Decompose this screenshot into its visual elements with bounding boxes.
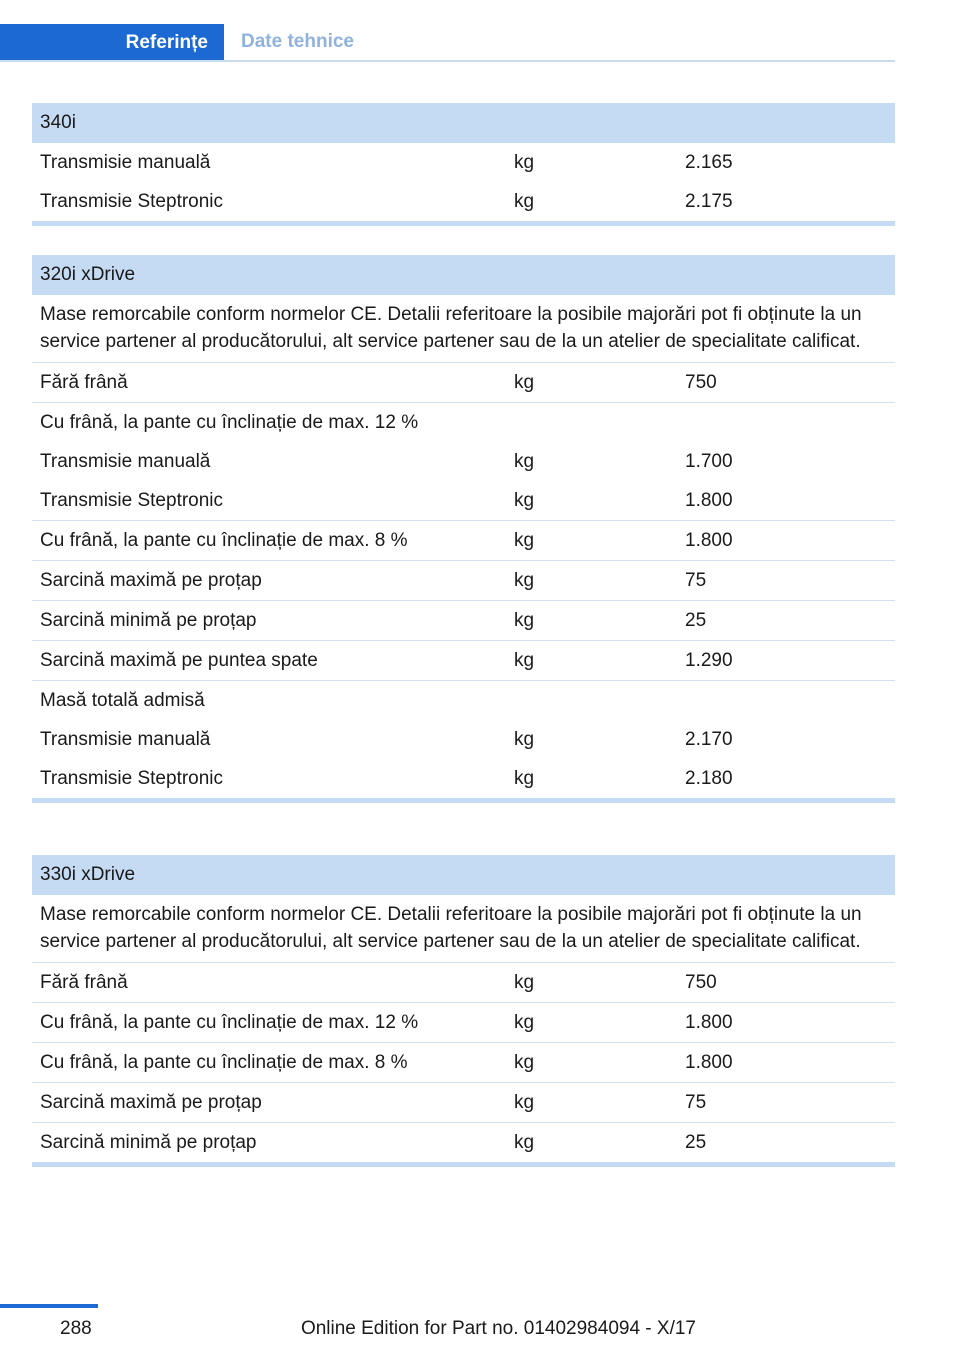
row-value: 750 [685, 971, 717, 993]
table-row [32, 560, 895, 600]
table-row [32, 759, 895, 798]
row-unit: kg [514, 450, 535, 472]
table-row [32, 402, 895, 442]
row-unit: kg [514, 371, 535, 393]
table-row [32, 1002, 895, 1042]
row-label: Transmisie manuală [40, 151, 211, 173]
table-row [32, 520, 895, 560]
row-value: 2.165 [685, 151, 733, 173]
table-row [32, 640, 895, 680]
row-label: Sarcină maximă pe proțap [40, 1091, 262, 1113]
table-row [32, 1042, 895, 1082]
row-value: 1.800 [685, 489, 733, 511]
table-330i-xdrive [32, 855, 895, 1167]
row-value: 25 [685, 1131, 707, 1153]
row-value: 1.290 [685, 649, 733, 671]
table-340i [32, 103, 895, 226]
table-row [32, 442, 895, 481]
row-label: Transmisie manuală [40, 450, 211, 472]
row-unit: kg [514, 971, 535, 993]
row-value: 2.180 [685, 767, 733, 789]
row-unit: kg [514, 609, 535, 631]
table-row [32, 481, 895, 520]
table-row [32, 182, 895, 221]
row-value: 2.175 [685, 190, 733, 212]
tab-referinte[interactable]: Referințe [0, 24, 224, 62]
row-label: Fără frână [40, 371, 128, 393]
table-row [32, 1082, 895, 1122]
table-note: Mase remorcabile conform normelor CE. Detalii referitoare la posibile majorări pot fi obținute la un service partener al producătorului, alt service partener sau de la un atelier de specialitate calificat. [40, 904, 862, 952]
row-label: Sarcină minimă pe proțap [40, 609, 257, 631]
header-divider [0, 60, 895, 62]
row-label: Transmisie Steptronic [40, 190, 224, 212]
row-unit: kg [514, 1011, 535, 1033]
table-note: Mase remorcabile conform normelor CE. Detalii referitoare la posibile majorări pot fi obținute la un service partener al producătorului, alt service partener sau de la un atelier de specialitate calificat. [40, 304, 862, 352]
row-label: Cu frână, la pante cu înclinație de max. 12 % [40, 1011, 419, 1033]
table-row [32, 143, 895, 182]
row-unit: kg [514, 569, 535, 591]
page-number: 288 [60, 1318, 92, 1339]
table-row [32, 962, 895, 1002]
table-row [32, 600, 895, 640]
table-bottom-border [32, 798, 895, 803]
row-label: Sarcină maximă pe puntea spate [40, 649, 318, 671]
row-unit: kg [514, 767, 535, 789]
row-label: Masă totală admisă [40, 689, 205, 711]
row-label: Sarcină maximă pe proțap [40, 569, 262, 591]
row-unit: kg [514, 1051, 535, 1073]
row-label: Sarcină minimă pe proțap [40, 1131, 257, 1153]
row-value: 1.800 [685, 1011, 733, 1033]
row-label: Cu frână, la pante cu înclinație de max. 8 % [40, 1051, 408, 1073]
table-row [32, 680, 895, 720]
table-320i-xdrive [32, 255, 895, 803]
page-header [0, 24, 895, 62]
row-value: 75 [685, 1091, 707, 1113]
row-unit: kg [514, 1091, 535, 1113]
row-unit: kg [514, 489, 535, 511]
row-label: Fără frână [40, 971, 128, 993]
row-unit: kg [514, 151, 535, 173]
table-row [32, 362, 895, 402]
row-value: 75 [685, 569, 707, 591]
row-label: Transmisie Steptronic [40, 489, 224, 511]
row-value: 25 [685, 609, 707, 631]
row-value: 2.170 [685, 728, 733, 750]
row-unit: kg [514, 190, 535, 212]
row-value: 1.700 [685, 450, 733, 472]
row-label: Transmisie Steptronic [40, 767, 224, 789]
table-bottom-border [32, 221, 895, 226]
tab-date-tehnice[interactable]: Date tehnice [241, 31, 354, 52]
row-value: 750 [685, 371, 717, 393]
table-bottom-border [32, 1162, 895, 1167]
row-unit: kg [514, 728, 535, 750]
row-value: 1.800 [685, 1051, 733, 1073]
table-row [32, 1122, 895, 1162]
row-label: Cu frână, la pante cu înclinație de max. 12 % [40, 411, 419, 433]
row-value: 1.800 [685, 529, 733, 551]
table-title: 320i xDrive [32, 255, 895, 295]
table-title: 340i [32, 103, 895, 143]
row-unit: kg [514, 1131, 535, 1153]
row-unit: kg [514, 529, 535, 551]
table-row [32, 720, 895, 759]
row-label: Cu frână, la pante cu înclinație de max. 8 % [40, 529, 408, 551]
footer-accent-bar [0, 1304, 98, 1308]
table-title: 330i xDrive [32, 855, 895, 895]
row-unit: kg [514, 649, 535, 671]
row-label: Transmisie manuală [40, 728, 211, 750]
edition-note: Online Edition for Part no. 01402984094 - X/17 [300, 1318, 696, 1339]
